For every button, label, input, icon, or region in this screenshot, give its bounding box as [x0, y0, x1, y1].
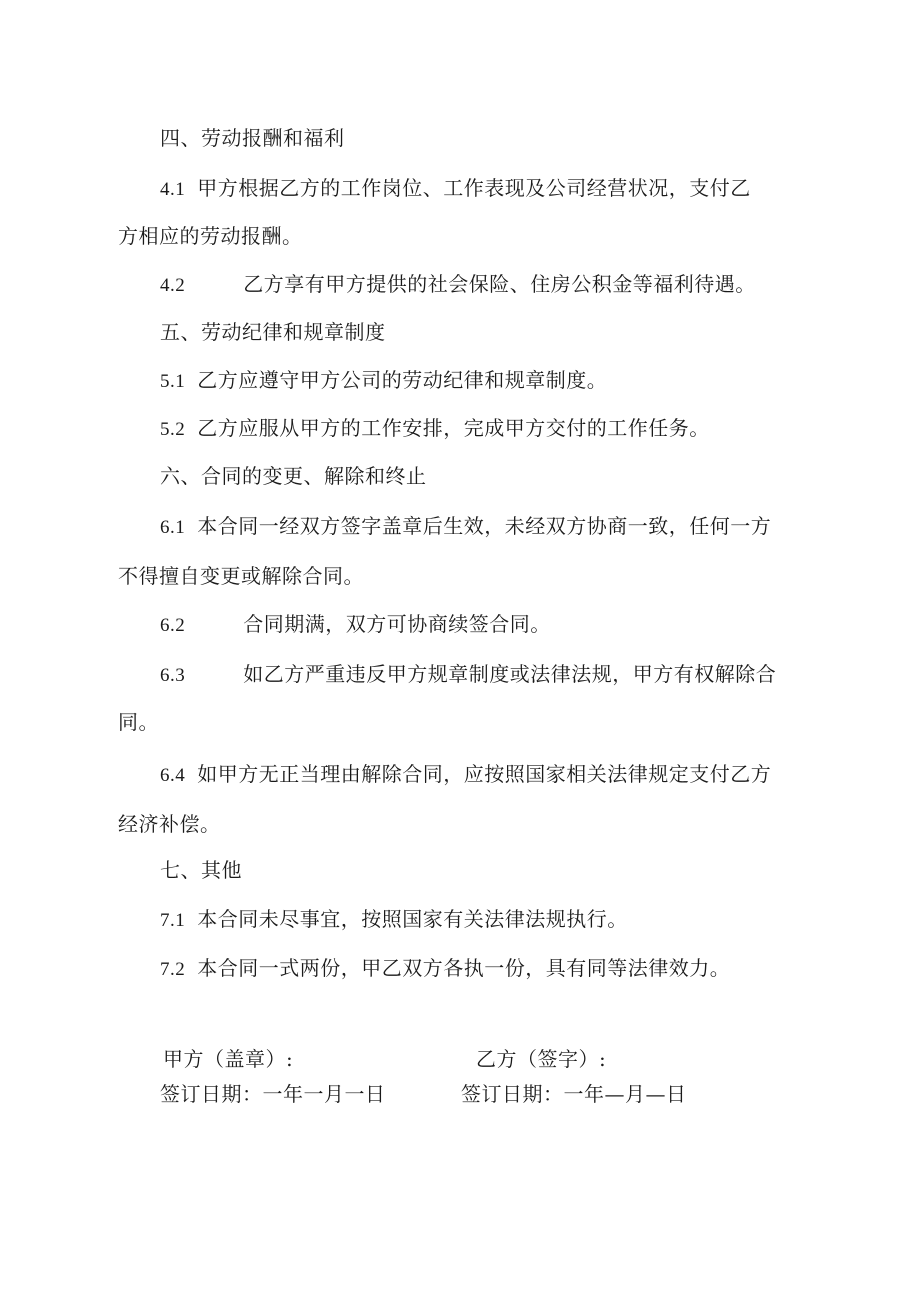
clause-4-2-text: 乙方享有甲方提供的社会保险、住房公积金等福利待遇。 [243, 272, 756, 296]
clause-5-2 [160, 414, 710, 444]
clause-6-2-number: 6.2 [160, 615, 186, 636]
clause-6-2-text: 合同期满，双方可协商续签合同。 [243, 612, 551, 636]
section-4-heading: 四、劳动报酬和福利 [160, 126, 345, 150]
clause-7-1-number: 7.1 [160, 910, 186, 931]
clause-6-2 [160, 610, 551, 640]
clause-7-2-number: 7.2 [160, 959, 186, 980]
clause-6-4-text-line1: 如甲方无正当理由解除合同，应按照国家相关法律规定支付乙方 [197, 762, 772, 786]
clause-6-3-number: 6.3 [160, 665, 186, 686]
clause-4-2-number: 4.2 [160, 275, 186, 296]
clause-6-4-number: 6.4 [160, 765, 186, 786]
section-6-heading: 六、合同的变更、解除和终止 [160, 464, 427, 488]
clause-5-1-number: 5.1 [160, 371, 186, 392]
party-a-sign-date: 签订日期：一年一月一日 [160, 1082, 386, 1106]
clause-4-1-text-line1: 甲方根据乙方的工作岗位、工作表现及公司经营状况，支付乙 [197, 176, 751, 200]
clause-6-4-text-line2: 经济补偿。 [118, 812, 221, 836]
clause-7-1-text: 本合同未尽事宜，按照国家有关法律法规执行。 [197, 907, 628, 931]
clause-6-3-text-line2: 同。 [118, 710, 159, 734]
clause-4-1-number: 4.1 [160, 179, 186, 200]
party-a-seal-label: 甲方（盖章）: [163, 1047, 294, 1071]
clause-6-1-text-line2: 不得擅自变更或解除合同。 [118, 564, 364, 588]
clause-7-2-text: 本合同一式两份，甲乙双方各执一份，具有同等法律效力。 [197, 956, 731, 980]
clause-6-1 [160, 512, 771, 542]
clause-7-1 [160, 905, 628, 935]
clause-4-2 [160, 270, 756, 300]
clause-5-1-text: 乙方应遵守甲方公司的劳动纪律和规章制度。 [197, 368, 608, 392]
clause-6-1-number: 6.1 [160, 517, 186, 538]
section-5-heading: 五、劳动纪律和规章制度 [160, 320, 386, 344]
party-b-sign-date: 签订日期：一年—月—日 [461, 1082, 687, 1106]
clause-6-3 [160, 660, 776, 690]
clause-5-1 [160, 366, 607, 396]
section-7-heading: 七、其他 [160, 858, 242, 882]
clause-6-4 [160, 760, 771, 790]
clause-6-3-text-line1: 如乙方严重违反甲方规章制度或法律法规，甲方有权解除合 [243, 662, 777, 686]
party-b-signature-label: 乙方（签字）: [476, 1047, 607, 1071]
clause-6-1-text-line1: 本合同一经双方签字盖章后生效，未经双方协商一致，任何一方 [197, 514, 772, 538]
clause-4-1 [160, 174, 751, 204]
clause-5-2-text: 乙方应服从甲方的工作安排，完成甲方交付的工作任务。 [197, 416, 710, 440]
clause-4-1-text-line2: 方相应的劳动报酬。 [118, 224, 303, 248]
clause-7-2 [160, 954, 730, 984]
clause-5-2-number: 5.2 [160, 419, 186, 440]
